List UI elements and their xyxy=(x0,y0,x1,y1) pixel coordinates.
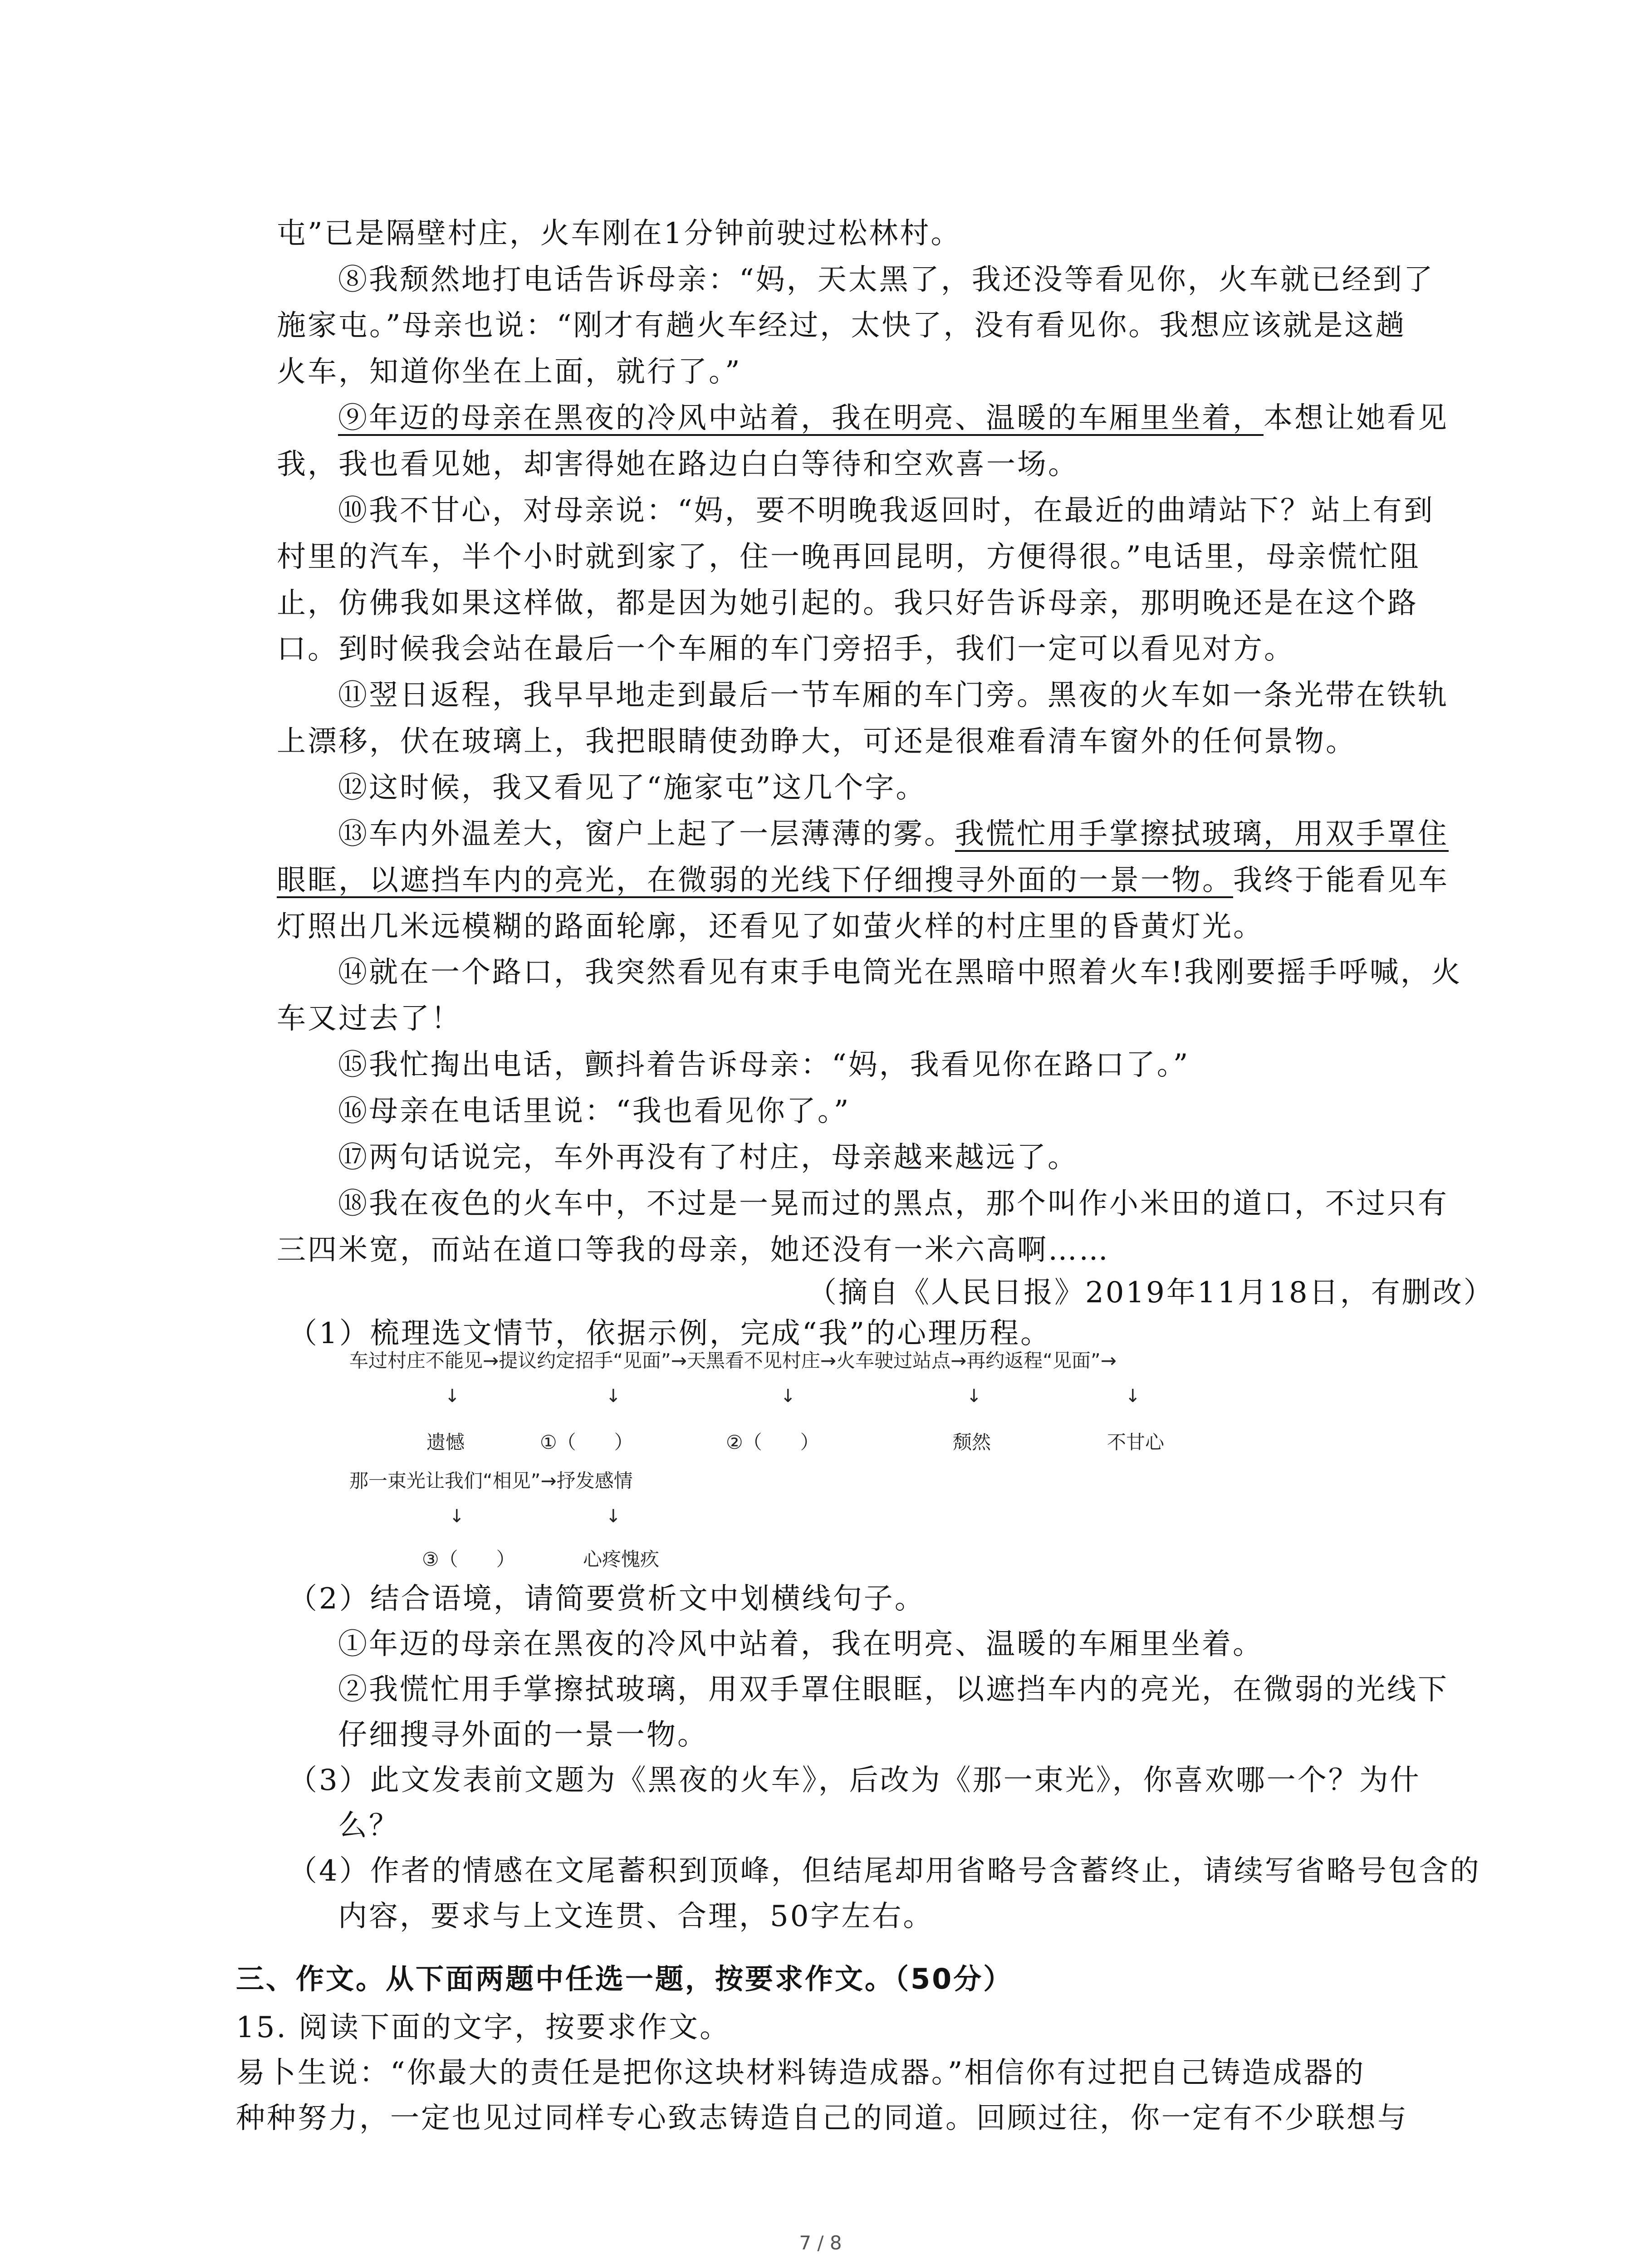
blank-1: ①（ ） xyxy=(540,1431,633,1453)
text-line: 我，我也看见她，却害得她在路边白白等待和空欢喜一场。 xyxy=(277,448,1079,481)
down-arrow-icon: ↓ xyxy=(445,1386,460,1407)
down-arrow-icon: ↓ xyxy=(449,1506,465,1527)
paragraph-13 xyxy=(338,814,1495,855)
flow-row-1: 车过村庄不能见→提议约定招手“见面”→天黑看不见村庄→火车驶过站点→再约返程“见面”→ xyxy=(349,1349,1117,1372)
down-arrow-icon: ↓ xyxy=(606,1386,621,1407)
emotion-4: 颓然 xyxy=(953,1431,991,1453)
paragraph-11: ⑪翌日返程，我早早地走到最后一节车厢的车门旁。黑夜的火车如一条光带在铁轨 xyxy=(338,679,1449,712)
source-citation: （摘自《人民日报》2019年11月18日，有删改） xyxy=(808,1276,1494,1310)
text-line: 村里的汽车，半个小时就到家了，住一晚再回昆明，方便得很。”电话里，母亲慌忙阻 xyxy=(277,540,1421,574)
question-1: （1）梳理选文情节，依据示例，完成“我”的心理历程。 xyxy=(288,1317,1052,1350)
paragraph-9 xyxy=(338,398,1495,439)
question-4: （4）作者的情感在文尾蓄积到顶峰，但结尾却用省略号含蓄终止，请续写省略号包含的 xyxy=(288,1854,1481,1888)
paragraph-8: ⑧我颓然地打电话告诉母亲：“妈，天太黑了，我还没等看见你，火车就已经到了 xyxy=(338,263,1435,297)
text-line: 么？ xyxy=(338,1809,400,1843)
paragraph-14: ⑭就在一个路口，我突然看见有束手电筒光在黑暗中照着火车!我刚要摇手呼喊，火 xyxy=(338,956,1462,989)
emotion-1: 遗憾 xyxy=(426,1431,465,1453)
underlined-sentence-2-cont: 眼眶，以遮挡车内的亮光，在微弱的光线下仔细搜寻外面的一景一物。 xyxy=(277,864,1233,897)
emotion-5: 不甘心 xyxy=(1107,1431,1165,1453)
text-span: 本想让她看见 xyxy=(1264,401,1449,435)
text-line: 内容，要求与上文连贯、合理，50字左右。 xyxy=(338,1900,934,1933)
down-arrow-icon: ↓ xyxy=(780,1386,796,1407)
down-arrow-icon: ↓ xyxy=(1125,1386,1141,1407)
text-line: 种种努力，一定也见过同样专心致志铸造自己的同道。回顾过往，你一定有不少联想与 xyxy=(236,2102,1408,2135)
question-2-item-1: ①年迈的母亲在黑夜的冷风中站着，我在明亮、温暖的车厢里坐着。 xyxy=(338,1628,1264,1661)
flow-row-2: 那一束光让我们“相见”→抒发感情 xyxy=(349,1470,633,1492)
essay-prompt: 易卜生说：“你最大的责任是把你这块材料铸造成器。”相信你有过把自己铸造成器的 xyxy=(236,2056,1366,2090)
section-heading: 三、作文。从下面两题中任选一题，按要求作文。（50分） xyxy=(236,1962,1014,1995)
question-2-item-2: ②我慌忙用手掌擦拭玻璃，用双手罩住眼眶，以遮挡车内的亮光，在微弱的光线下 xyxy=(338,1673,1449,1706)
text-line: 施家屯。”母亲也说：“刚才有趟火车经过，太快了，没有看见你。我想应该就是这趟 xyxy=(277,309,1406,342)
text-line: 车又过去了！ xyxy=(277,1002,462,1036)
emotion-7: 心疼愧疚 xyxy=(583,1548,660,1570)
underlined-sentence-1: ⑨年迈的母亲在黑夜的冷风中站着，我在明亮、温暖的车厢里坐着， xyxy=(338,401,1264,435)
text-line: 火车，知道你坐在上面，就行了。” xyxy=(277,355,742,389)
text-line: 上漂移，伏在玻璃上，我把眼睛使劲睁大，可还是很难看清车窗外的任何景物。 xyxy=(277,725,1357,758)
text-line: 三四米宽，而站在道口等我的母亲，她还没有一米六高啊…… xyxy=(277,1233,1110,1267)
paragraph-12: ⑫这时候，我又看见了“施家屯”这几个字。 xyxy=(338,771,927,805)
text-line: 仔细搜寻外面的一景一物。 xyxy=(338,1718,708,1752)
down-arrow-icon: ↓ xyxy=(606,1506,621,1527)
paragraph-15: ⑮我忙掏出电话，颤抖着告诉母亲：“妈，我看见你在路口了。” xyxy=(338,1048,1190,1082)
blank-3: ③（ ） xyxy=(422,1548,515,1570)
underlined-sentence-2: 我慌忙用手掌擦拭玻璃，用双手罩住 xyxy=(955,817,1449,851)
text-span: 我终于能看见车 xyxy=(1233,864,1449,897)
paragraph-10: ⑩我不甘心，对母亲说：“妈，要不明晚我返回时，在最近的曲靖站下？站上有到 xyxy=(338,494,1435,528)
text-span: ⑬车内外温差大，窗户上起了一层薄薄的雾。 xyxy=(338,817,955,851)
text-line xyxy=(277,860,1449,901)
text-line: 灯照出几米远模糊的路面轮廓，还看见了如萤火样的村庄里的昏黄灯光。 xyxy=(277,910,1264,943)
paragraph-18: ⑱我在夜色的火车中，不过是一晃而过的黑点，那个叫作小米田的道口，不过只有 xyxy=(338,1187,1449,1221)
question-15: 15. 阅读下面的文字，按要求作文。 xyxy=(236,2011,731,2044)
question-2: （2）结合语境，请简要赏析文中划横线句子。 xyxy=(288,1582,926,1616)
down-arrow-icon: ↓ xyxy=(966,1386,982,1407)
text-line: 屯”已是隔壁村庄，火车刚在1分钟前驶过松林村。 xyxy=(277,217,962,250)
blank-2: ②（ ） xyxy=(726,1431,819,1453)
text-line: 止，仿佛我如果这样做，都是因为她引起的。我只好告诉母亲，那明晚还是在这个路 xyxy=(277,587,1418,620)
paragraph-17: ⑰两句话说完，车外再没有了村庄，母亲越来越远了。 xyxy=(338,1141,1078,1174)
paragraph-16: ⑯母亲在电话里说：“我也看见你了。” xyxy=(338,1095,851,1128)
question-3: （3）此文发表前文题为《黑夜的火车》，后改为《那一束光》，你喜欢哪一个？为什 xyxy=(288,1764,1421,1797)
page-number: 7 / 8 xyxy=(799,2232,842,2254)
text-line: 口。到时候我会站在最后一个车厢的车门旁招手，我们一定可以看见对方。 xyxy=(277,632,1295,666)
